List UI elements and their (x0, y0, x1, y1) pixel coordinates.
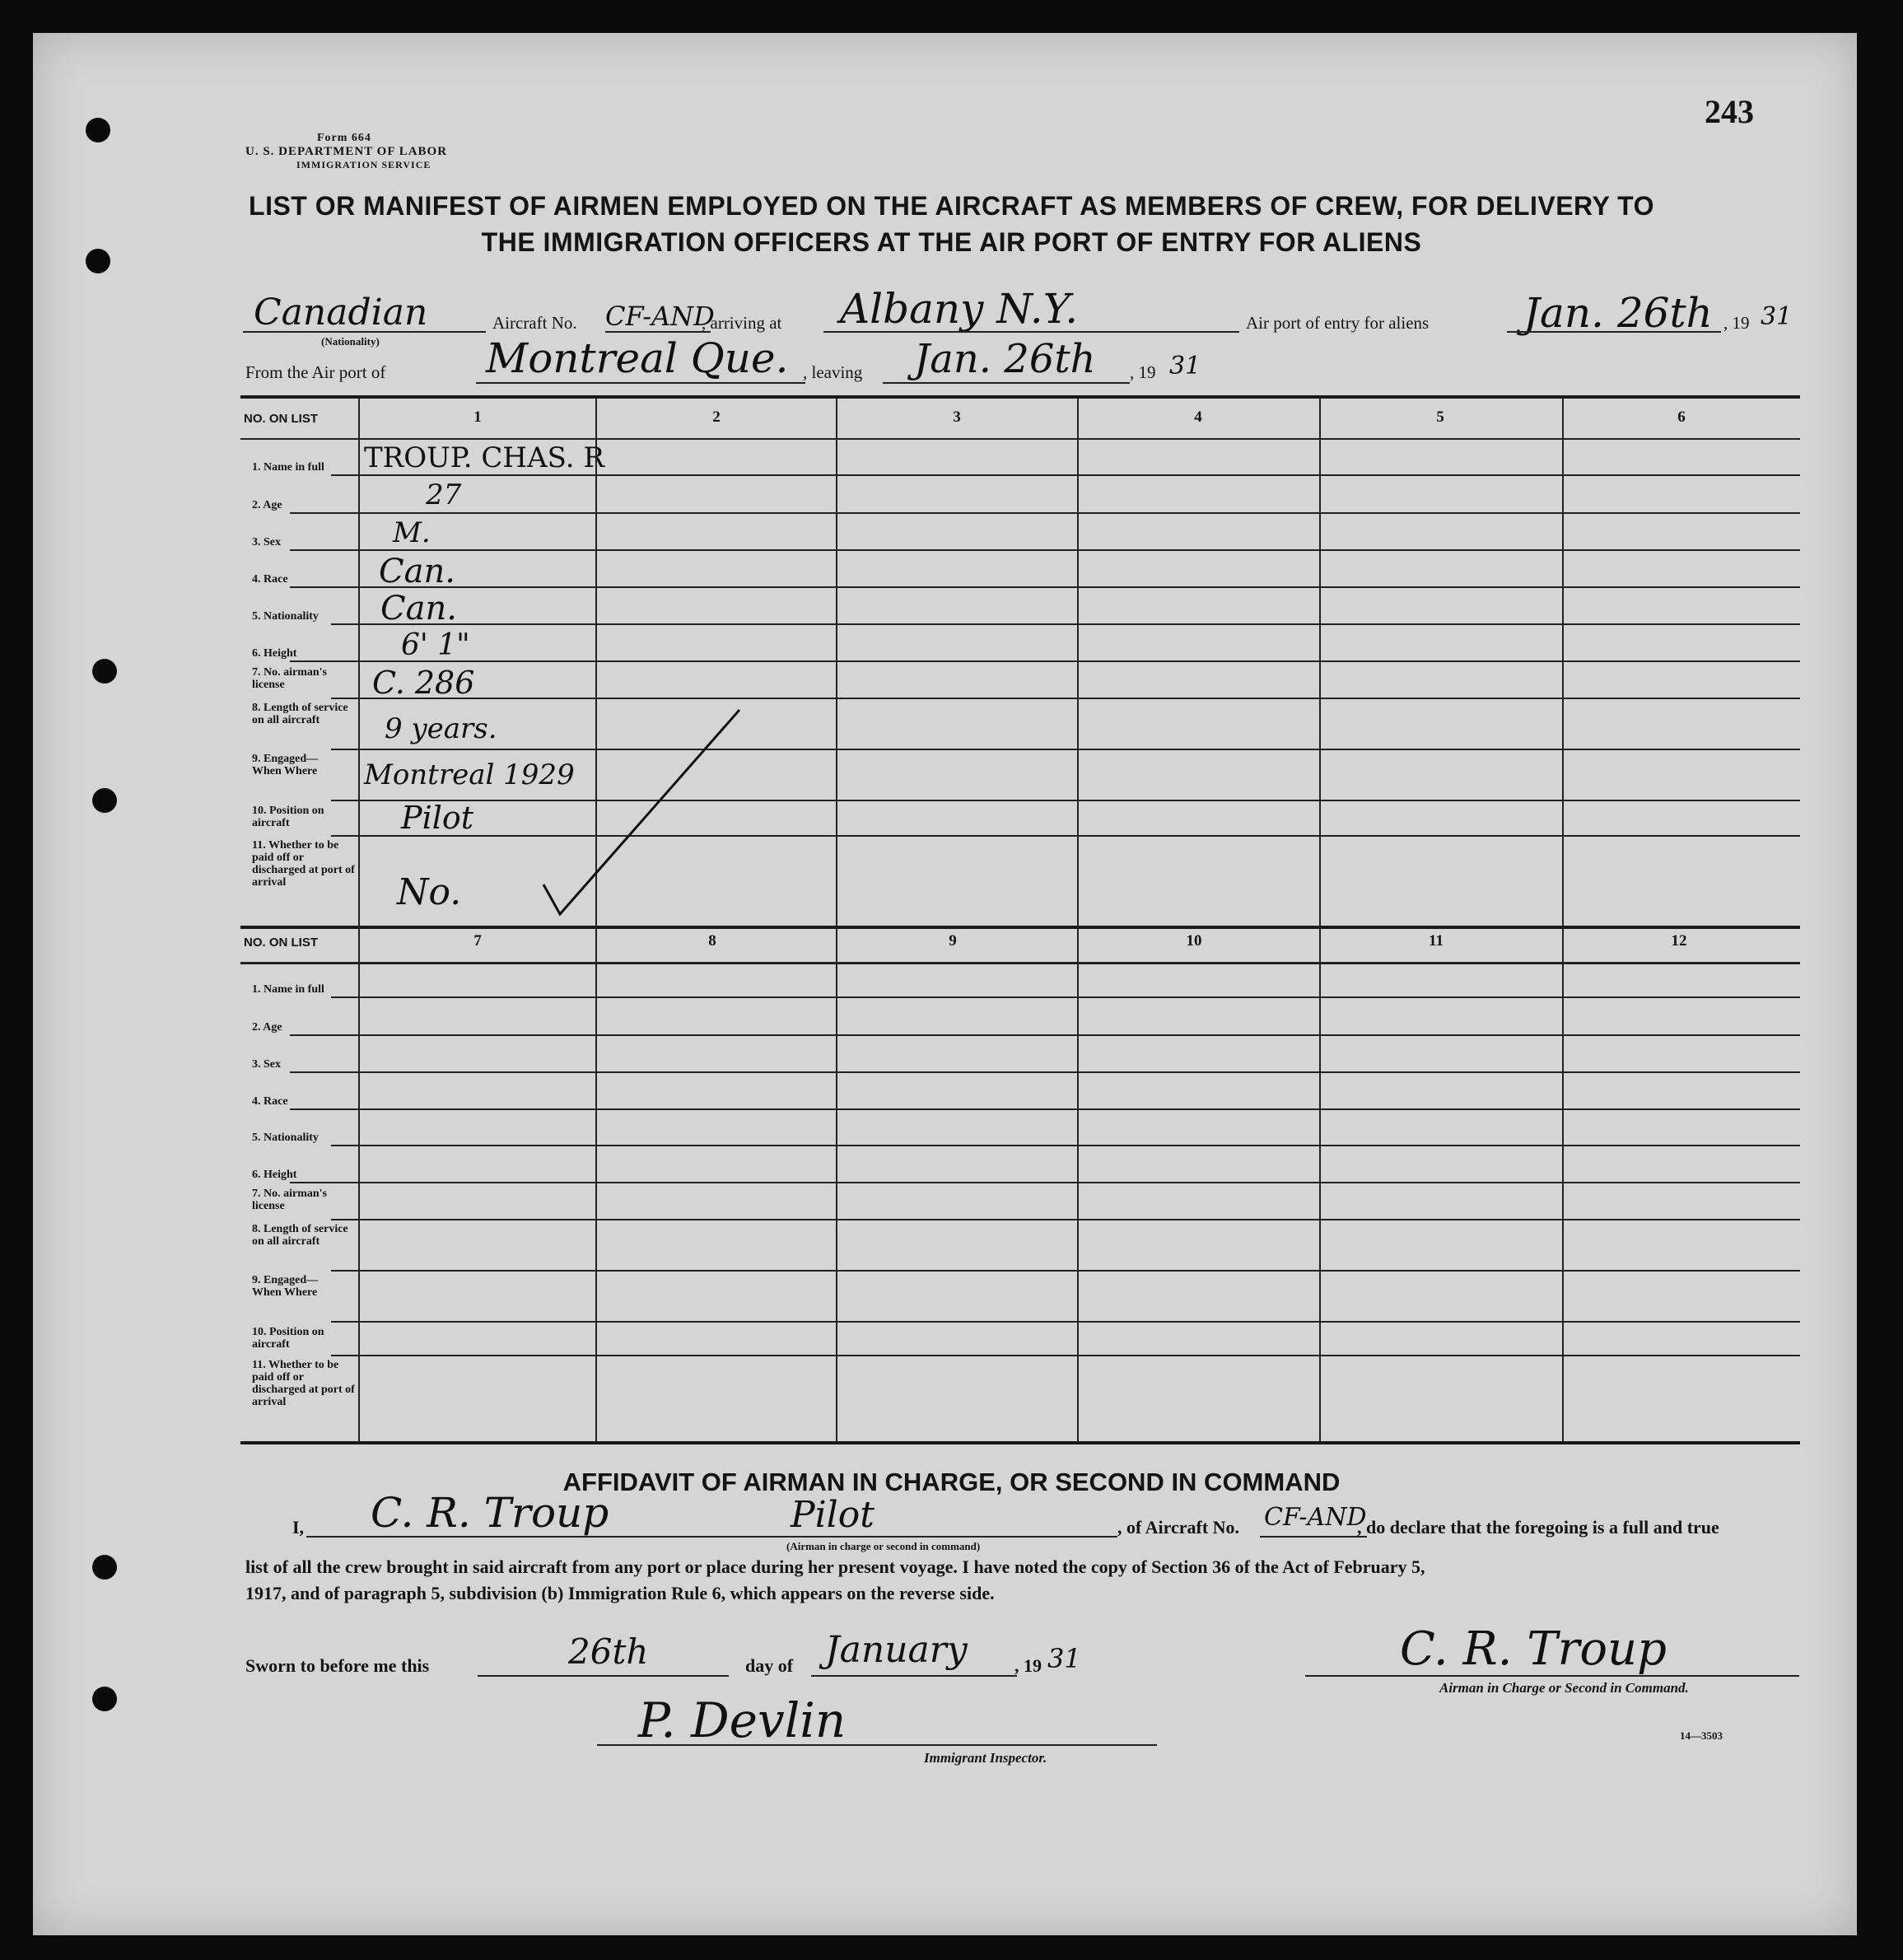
row-label-length-of-service: 8. Length of service on all aircraft (252, 1223, 348, 1248)
row-label-paid-off: 11. Whether to be paid off or discharged at port of arrival (252, 839, 355, 889)
column-number: 5 (1436, 408, 1444, 426)
row-label-age: 2. Age (252, 499, 282, 511)
row-label-license: 7. No. airman's license (252, 666, 327, 691)
arriving-label: , arriving at (702, 313, 782, 333)
row-label-license: 7. No. airman's license (252, 1188, 327, 1212)
column-number: 7 (473, 932, 482, 950)
entry-sex: M. (393, 516, 431, 549)
from-airport-underline (476, 382, 805, 384)
arrival-date-underline (1507, 331, 1721, 333)
arrival-year-prefix: , 19 (1723, 313, 1750, 333)
no-on-list-label: NO. ON LIST (244, 936, 318, 950)
binder-hole (92, 788, 117, 813)
column-number: 11 (1429, 932, 1444, 950)
aircraft-no-value: CF-AND (605, 301, 715, 332)
crew-table-top (240, 395, 1800, 929)
manifest-title-line2: THE IMMIGRATION OFFICERS AT THE AIR PORT OF ENTRY FOR ALIENS (481, 227, 1422, 257)
service: IMMIGRATION SERVICE (296, 159, 431, 170)
column-number: 6 (1677, 408, 1686, 426)
affidavit-text-line3: 1917, and of paragraph 5, subdivision (b) Immigration Rule 6, which appears on the reverse side. (245, 1583, 995, 1603)
binder-hole (92, 1687, 117, 1711)
column-number: 8 (708, 932, 716, 950)
column-number: 2 (712, 408, 721, 426)
row-label-name: 1. Name in full (252, 983, 324, 996)
sworn-label: Sworn to before me this (245, 1655, 430, 1676)
department: U. S. DEPARTMENT OF LABOR (245, 145, 448, 158)
affidavit-role-value: Pilot (791, 1494, 875, 1536)
row-label-length-of-service: 8. Length of service on all aircraft (252, 702, 348, 726)
row-label-race: 4. Race (252, 573, 288, 586)
leaving-year-prefix: , 19 (1130, 362, 1156, 382)
row-label-position: 10. Position on aircraft (252, 1326, 324, 1351)
entry-paid-off: No. (397, 871, 462, 913)
no-on-list-label: NO. ON LIST (244, 412, 318, 426)
sworn-year-value: 31 (1047, 1643, 1081, 1674)
affidavit-role-caption: (Airman in charge or second in command) (786, 1540, 981, 1552)
from-airport-label: From the Air port of (245, 362, 386, 382)
airman-caption: Airman in Charge or Second in Command. (1439, 1680, 1689, 1696)
inspector-caption: Immigrant Inspector. (924, 1750, 1047, 1766)
row-label-height: 6. Height (252, 1169, 297, 1181)
sworn-month-value: January (825, 1629, 968, 1671)
aircraft-no-underline (605, 331, 711, 333)
affidavit-i-label: I, (292, 1517, 305, 1538)
aircraft-no-label: Aircraft No. (492, 313, 577, 333)
row-label-sex: 3. Sex (252, 1058, 281, 1071)
check-mark (537, 695, 751, 917)
affidavit-aircraft-label: , of Aircraft No. (1117, 1517, 1240, 1538)
row-label-paid-off: 11. Whether to be paid off or discharged at port of arrival (252, 1359, 355, 1408)
row-label-position: 10. Position on aircraft (252, 805, 324, 829)
arrival-year-value: 31 (1761, 302, 1793, 331)
leaving-date-value: Jan. 26th (914, 336, 1096, 382)
column-number: 3 (953, 408, 961, 426)
binder-hole (86, 118, 110, 142)
row-label-race: 4. Race (252, 1095, 288, 1108)
entry-position: Pilot (401, 800, 474, 836)
affidavit-name-value: C. R. Troup (371, 1489, 609, 1537)
column-number: 1 (473, 408, 482, 426)
row-label-engaged: 9. Engaged— When Where (252, 753, 319, 777)
column-number: 4 (1194, 408, 1202, 426)
entry-name: TROUP. CHAS. R (364, 441, 604, 474)
entry-race: Can. (379, 553, 455, 590)
sworn-year-prefix: , 19 (1014, 1655, 1042, 1676)
affidavit-aircraft-value: CF-AND (1264, 1503, 1367, 1532)
column-number: 10 (1186, 932, 1202, 950)
nationality-underline (243, 331, 486, 333)
entry-height: 6' 1" (401, 628, 470, 662)
entry-length-of-service: 9 years. (385, 712, 497, 745)
form-code: 14—3503 (1680, 1729, 1723, 1742)
arriving-value: Albany N.Y. (840, 285, 1079, 333)
entry-license: C. 286 (372, 665, 475, 701)
arriving-underline (823, 331, 1239, 333)
leaving-date-underline (883, 382, 1130, 384)
sworn-month-underline (811, 1675, 1017, 1677)
row-label-name: 1. Name in full (252, 461, 324, 474)
inspector-signature-underline (597, 1744, 1157, 1746)
from-airport-value: Montreal Que. (486, 334, 789, 382)
airman-signature-underline (1305, 1675, 1799, 1677)
crew-table-bottom (240, 922, 1800, 1444)
entry-nationality: Can. (380, 590, 457, 628)
entry-age: 27 (426, 478, 462, 511)
row-label-age: 2. Age (252, 1021, 282, 1034)
airport-entry-label: Air port of entry for aliens (1246, 313, 1430, 333)
binder-hole (92, 1555, 117, 1580)
affidavit-text-line2: list of all the crew brought in said aircraft from any port or place during her present voyage. I have noted the copy of Section 36 of the Act of February 5, (245, 1556, 1425, 1577)
day-of-label: day of (745, 1655, 794, 1676)
leaving-label: , leaving (803, 362, 863, 382)
affidavit-aircraft-underline (1260, 1536, 1367, 1538)
column-number: 9 (949, 932, 957, 950)
page-number: 243 (1705, 93, 1754, 130)
row-label-engaged: 9. Engaged— When Where (252, 1274, 319, 1299)
sworn-day-value: 26th (568, 1631, 649, 1672)
row-label-height: 6. Height (252, 647, 297, 660)
affidavit-name-underline (306, 1536, 1117, 1538)
sworn-day-underline (478, 1675, 729, 1677)
binder-hole (92, 659, 117, 684)
manifest-title-line1: LIST OR MANIFEST OF AIRMEN EMPLOYED ON THE AIRCRAFT AS MEMBERS OF CREW, FOR DELIVERY TO (249, 191, 1654, 221)
form-number: Form 664 (317, 132, 371, 144)
nationality-value: Canadian (254, 292, 428, 334)
column-number: 12 (1671, 932, 1687, 950)
arrival-date-value: Jan. 26th (1523, 289, 1713, 337)
inspector-signature: P. Devlin (638, 1692, 847, 1748)
airman-signature: C. R. Troup (1400, 1622, 1667, 1676)
row-label-nationality: 5. Nationality (252, 1132, 319, 1144)
row-label-nationality: 5. Nationality (252, 610, 319, 623)
affidavit-title: AFFIDAVIT OF AIRMAN IN CHARGE, OR SECOND IN COMMAND (562, 1468, 1341, 1496)
nationality-label: (Nationality) (321, 335, 380, 348)
entry-engaged: Montreal 1929 (364, 758, 575, 791)
row-label-sex: 3. Sex (252, 536, 281, 548)
affidavit-declare-text: , do declare that the foregoing is a full and true (1357, 1517, 1719, 1538)
leaving-year-value: 31 (1169, 352, 1201, 380)
